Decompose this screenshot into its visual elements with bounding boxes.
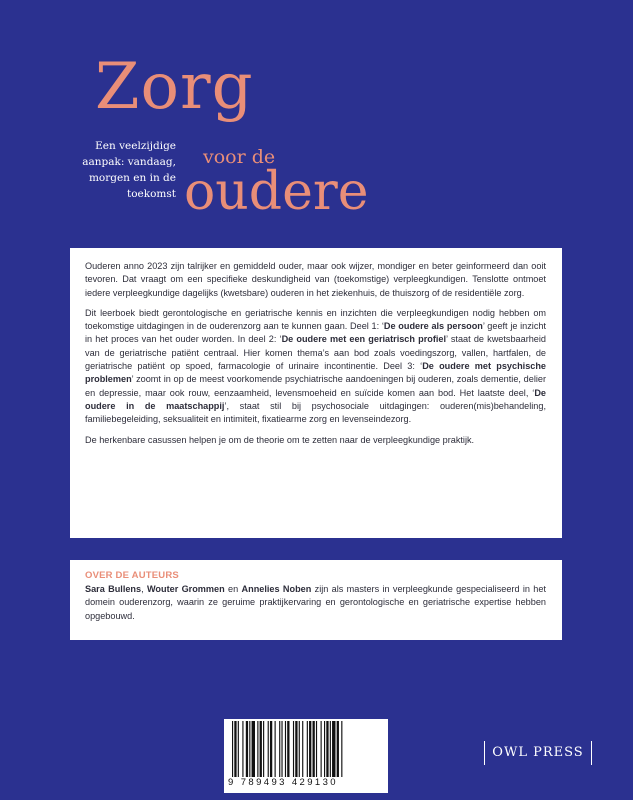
blurb-text: ’ zoomt in op de meest voorkomende psychiatrische aandoeningen bij ouderen, zoals dementie, delier en depressie, maar ook rouw, eenzaamheid, levensmoeheid en suïcide komen aan bod. Het laatste deel, ‘ <box>85 374 546 398</box>
authors-text <box>85 583 546 623</box>
author-name: Sara Bullens <box>85 584 142 594</box>
blurb-part-2-title: De oudere met een geriatrisch profiel <box>281 334 447 345</box>
blurb-text: ’ geeft je inzicht in het proces van het ouder worden. In deel 2: ‘ <box>85 321 547 345</box>
author-separator: en <box>224 584 242 594</box>
blurb-panel <box>70 248 562 538</box>
author-separator: , <box>141 584 147 594</box>
blurb-text: ’ staat de kwetsbaarheid van de geriatrische patiënt centraal. Hier komen thema’s aan bod zoals voedingszorg, vallen, hartfalen, de geriatrische patiënt op spoed, farmacologie of urinaire incontinentie. Deel 3: ‘ <box>85 334 546 372</box>
blurb-part-4-title: De oudere in de maatschappij <box>85 387 546 411</box>
authors-panel <box>70 560 562 640</box>
author-name: Annelies Noben <box>241 584 312 594</box>
blurb-part-1-title: De oudere als persoon <box>383 321 483 332</box>
blurb-paragraph-1: Ouderen anno 2023 zijn talrijker en gemiddeld ouder, maar ook wijzer, mondiger en beter geinformeerd dan ooit tevoren. Dat vraagt om een specifieke deskundigheid van (toekomstige) verpleegkundigen. Tenslotte ontmoet iedere verpleegkundige dagelijks (kwetsbare) ouderen in het ziekenhuis, de thuiszorg of de residentiële zorg. <box>85 261 546 298</box>
title-voor-de: voor de <box>203 146 276 168</box>
title-oudere: oudere <box>184 162 369 222</box>
blurb-paragraph-2 <box>85 307 546 427</box>
authors-heading: OVER DE AUTEURS <box>85 570 179 581</box>
title-zorg: Zorg <box>95 50 254 124</box>
barcode-bars <box>232 721 380 777</box>
authors-bio: zijn als masters in verpleegkunde gespecialiseerd in het domein ouderenzorg, waarin ze geruime praktijkervaring en gerontologische en geriatrische expertise hebben opgebouwd. <box>85 584 546 621</box>
subtitle: Een veelzijdige aanpak: vandaag, morgen en in de toekomst <box>82 140 176 200</box>
isbn-number: 9 789493 429130 <box>228 777 338 788</box>
blurb-paragraph-3: De herkenbare casussen helpen je om de theorie om te zetten naar de verpleegkundige praktijk. <box>85 434 475 445</box>
barcode <box>224 719 388 793</box>
author-name: Wouter Grommen <box>146 584 225 594</box>
blurb-part-3-title: De oudere met psychische problemen <box>85 361 546 385</box>
blurb-text: ’, staat stil bij psychosociale uitdagingen: ouderen(mis)behandeling, familiebegeleiding, seksualiteit en intimiteit, fixatiearme zorg en levenseindezorg. <box>85 400 546 425</box>
publisher-logo: OWL PRESS <box>484 741 592 765</box>
blurb-text: Dit leerboek biedt gerontologische en geriatrische kennis en inzichten die verpleegkundigen nodig hebben om toekomstige uitdagingen in de ouderenzorg aan te kunnen gaan. Deel 1: ‘ <box>85 307 546 332</box>
